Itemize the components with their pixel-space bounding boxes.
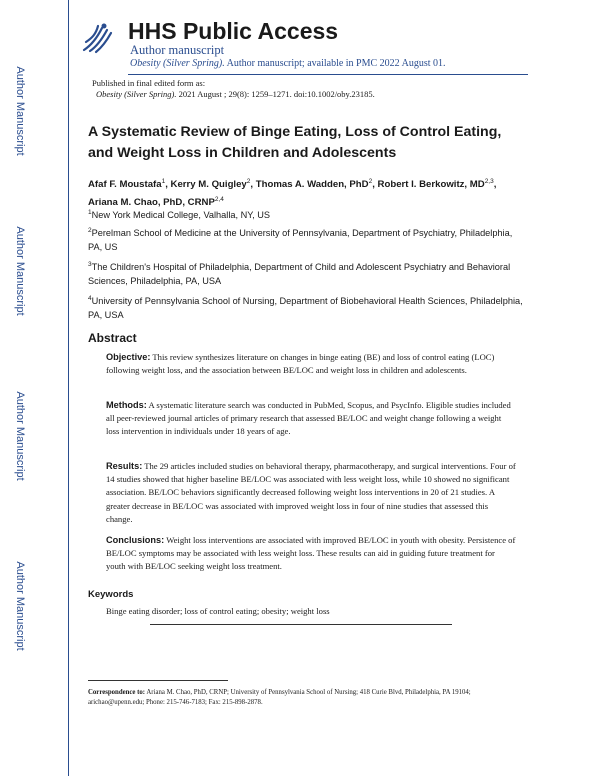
author-name: Kerry M. Quigley xyxy=(170,179,247,191)
margin-label: Author Manuscript xyxy=(14,391,26,481)
abstract-methods xyxy=(106,399,516,439)
author-separator: , xyxy=(165,179,171,191)
affiliation-text: New York Medical College, Valhalla, NY, US xyxy=(91,210,271,221)
affiliation xyxy=(88,258,528,288)
author-name: Thomas A. Wadden, PhD xyxy=(255,179,369,191)
footnote-rule xyxy=(88,680,228,681)
affiliation-text: The Children's Hospital of Philadelphia, Department of Child and Adolescent Psychiatry and Behavioral Sciences, Philadelphia, PA, USA xyxy=(88,262,511,287)
published-label: Published in final edited form as: xyxy=(92,78,206,88)
section-label: Objective: xyxy=(106,352,151,362)
section-label: Results: xyxy=(106,461,143,471)
abstract-results xyxy=(106,460,516,526)
author-affil-sup: 2,3 xyxy=(484,178,494,185)
correspondence-text: Ariana M. Chao, PhD, CRNP; University of Pennsylvania School of Nursing; 418 Curie Blvd, Philadelphia, PA 19104; arichao@upenn.edu; Phone: 215-746-7183; Fax: 215-898-2878. xyxy=(88,689,471,706)
author-name: Ariana M. Chao, PhD, CRNP xyxy=(88,197,215,209)
affiliation-text: Perelman School of Medicine at the University of Pennsylvania, Department of Psychiatry, Philadelphia, PA, US xyxy=(88,228,513,253)
article-title: A Systematic Review of Binge Eating, Loss of Control Eating, and Weight Loss in Children and Adolescents xyxy=(88,124,502,161)
margin-label: Author Manuscript xyxy=(14,66,26,156)
section-text: A systematic literature search was conducted in PubMed, Scopus, and PsycInfo. Eligible studies included all peer-reviewed journal articles of primary research that assessed BE/LOC and weight change following a weight loss intervention in individuals under 18 years of age. xyxy=(106,400,511,437)
affiliation xyxy=(88,206,528,222)
section-text: Weight loss interventions are associated with improved BE/LOC in youth with obesity. Persistence of BE/LOC symptoms may be associated with less weight loss. These results can aid in guiding future treatment for youth with BE/LOC seeking weight loss treatment. xyxy=(106,535,516,572)
author-affil-sup: 2,4 xyxy=(214,196,224,204)
hhs-eagle-logo xyxy=(80,20,116,56)
availability-line xyxy=(130,58,446,69)
author-name: Robert I. Berkowitz, MD xyxy=(377,179,485,191)
section-label: Conclusions: xyxy=(106,535,165,545)
header-rule xyxy=(128,74,528,75)
publication-details: 2021 August ; 29(8): 1259–1271. doi:10.1002/oby.23185. xyxy=(176,89,375,99)
correspondence-note xyxy=(88,688,518,708)
hhs-title: HHS Public Access xyxy=(128,18,339,44)
publication-citation xyxy=(96,89,375,99)
margin-label: Author Manuscript xyxy=(14,226,26,316)
affiliation-sup: 4 xyxy=(88,295,92,302)
keywords-text: Binge eating disorder; loss of control eating; obesity; weight loss xyxy=(106,606,330,616)
affiliation xyxy=(88,292,528,322)
author-separator: , xyxy=(250,179,256,191)
author-name: Afaf F. Moustafa xyxy=(88,179,162,191)
author-affil-sup: 2 xyxy=(246,178,251,185)
keywords-heading: Keywords xyxy=(88,589,134,600)
abstract-conclusions xyxy=(106,534,516,574)
margin-rule xyxy=(68,0,69,776)
affiliation-sup: 3 xyxy=(88,261,92,268)
section-text: The 29 articles included studies on behavioral therapy, pharmacotherapy, and surgical interventions. Four of 14 studies showed that higher baseline BE/LOC was associated with less weight loss, while 10 showed no significant association. BE/LOC behaviors significantly decreased following weight loss interventions in 20 of 21 studies. A greater decrease in BE/LOC was associated with improved weight loss in four of nine studies that assessed this change. xyxy=(106,461,516,524)
affiliation-text: University of Pennsylvania School of Nursing, Department of Biobehavioral Health Sciences, Philadelphia, PA, USA xyxy=(88,296,523,321)
section-text: This review synthesizes literature on changes in binge eating (BE) and loss of control eating (LOC) following weight loss, and the association between BE/LOC and weight loss in children and adolescents. xyxy=(106,352,495,376)
author-affil-sup: 1 xyxy=(161,178,166,185)
author-list xyxy=(88,174,528,210)
author-separator: , xyxy=(493,179,497,191)
author-separator: , xyxy=(372,179,378,191)
manuscript-type: Author manuscript xyxy=(130,43,225,57)
correspondence-label: Correspondence to: xyxy=(88,689,146,696)
author-affil-sup: 2 xyxy=(368,178,373,185)
margin-label: Author Manuscript xyxy=(14,561,26,651)
affiliation-sup: 2 xyxy=(88,227,92,234)
availability-text: Author manuscript; available in PMC 2022 August 01. xyxy=(224,58,446,69)
section-label: Methods: xyxy=(106,400,147,410)
affiliation-sup: 1 xyxy=(88,209,92,216)
keywords-rule xyxy=(150,624,452,625)
journal-name: Obesity (Silver Spring). xyxy=(130,58,225,69)
abstract-objective xyxy=(106,351,516,377)
publication-journal: Obesity (Silver Spring). xyxy=(96,89,177,99)
abstract-heading: Abstract xyxy=(88,331,137,345)
affiliation xyxy=(88,224,528,254)
